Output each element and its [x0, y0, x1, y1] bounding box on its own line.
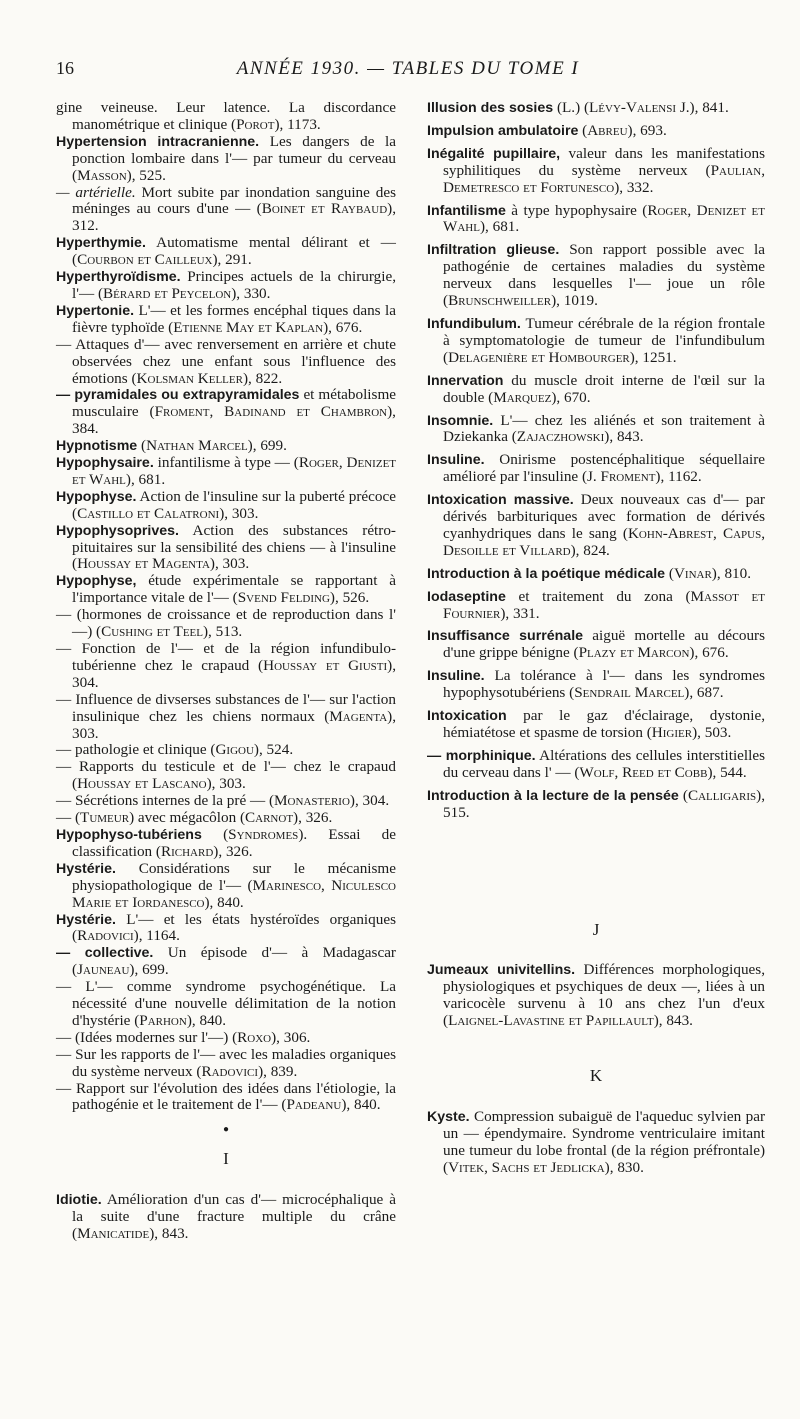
entry-author: Richard — [160, 842, 214, 860]
entry-author: Nathan Marcel — [146, 437, 248, 455]
entry-text: — Rapports du testicule et de l'— chez le crapaud ( — [56, 758, 396, 793]
entry-text: — L'— comme syndrome psychogénétique. La nécessité d'une nouvelle délimitation de la notion d'hystérie ( — [56, 978, 396, 1029]
right-column — [427, 100, 765, 1177]
entry-reference: ), 332. — [614, 178, 654, 196]
entry-italic-heading: — artérielle. — [56, 183, 136, 201]
index-entry — [56, 759, 396, 793]
entry-text: ( — [678, 786, 688, 804]
entry-text: infantilisme à type — ( — [153, 454, 299, 472]
index-entry — [56, 185, 396, 236]
index-entry — [56, 455, 396, 489]
entry-author: Houssay et Giusti — [263, 656, 388, 674]
entry-text: par le gaz d'éclairage, dystonie, hémiatétose et spasme de torsion ( — [443, 707, 765, 741]
entry-author: Laignel-Lavastine et Papillault — [448, 1012, 654, 1030]
entry-reference: ) avec mégacôlon ( — [129, 809, 246, 827]
entry-author: Etienne May et Kaplan — [173, 318, 324, 336]
index-entry — [56, 387, 396, 438]
entry-text: Mort subite par inondation sanguine des méninges au cours d'une — ( — [72, 183, 396, 218]
entry-author: Gigou — [215, 741, 254, 759]
entry-text: La tolérance à l'— dans les syndromes hypophysotubériens ( — [443, 667, 765, 702]
entry-reference: ), 304. — [349, 792, 390, 810]
entry-reference: ), 525. — [126, 166, 166, 184]
entry-keyword: Insomnie. — [427, 412, 494, 429]
left-column — [56, 100, 396, 1243]
entry-author: Vitek, Sachs et Jedlicka — [448, 1158, 605, 1176]
section-i-entry-list — [56, 1192, 396, 1243]
entry-text: aiguë mortelle au décours d'une grippe bénigne ( — [443, 627, 766, 662]
index-entry — [427, 316, 765, 367]
index-entry — [56, 793, 396, 810]
entry-author: Paulian, Demetresco et Fortunesco — [443, 161, 765, 196]
entry-reference: ), 822. — [242, 369, 283, 387]
entry-author: Manicatide — [77, 1225, 150, 1242]
entry-author: Kohn-Abrest, Capus, Desoille et Villard — [443, 524, 766, 559]
entry-reference: ), 840. — [204, 893, 244, 911]
index-entry — [427, 146, 765, 197]
entry-author: Carnot — [245, 809, 294, 827]
entry-author: Massot et Fournier — [443, 587, 765, 622]
entry-text: ( — [665, 564, 674, 582]
entry-text: — Rapport sur l'évolution des idées dans l'étiologie, la pathogénie et le traitement de l'— ( — [56, 1079, 396, 1114]
entry-reference: ), 670. — [551, 388, 591, 406]
entry-reference: ), 331. — [500, 604, 540, 622]
index-entry — [427, 589, 765, 623]
index-entry — [427, 492, 765, 560]
index-entry — [427, 566, 765, 583]
index-entry — [427, 788, 765, 822]
entry-keyword: Impulsion ambulatoire — [427, 122, 579, 139]
entry-reference: ), 303. — [206, 775, 246, 793]
entry-reference: ), 544. — [707, 763, 747, 781]
entry-reference: ), 676. — [689, 644, 729, 662]
entry-keyword: Hyperthymie. — [56, 235, 146, 252]
ornament-dot: ● — [222, 1124, 230, 1136]
entry-reference: ), 303. — [219, 504, 259, 522]
index-entry — [56, 861, 396, 912]
entry-text: ( — [578, 121, 588, 139]
entry-text: valeur dans les manifestations syphilitiques du système nerveux ( — [443, 144, 765, 179]
entry-author: Zajaczhowski — [516, 428, 605, 446]
entry-keyword: Iodaseptine — [427, 588, 506, 605]
entry-text: Amélioration d'un cas d'— microcéphalique à la suite d'une fracture multiple du crâne ( — [72, 1191, 396, 1242]
entry-reference: ), 810. — [711, 564, 752, 582]
index-entry — [427, 452, 765, 486]
entry-keyword: Introduction à la poétique médicale — [427, 565, 666, 582]
entry-author: Marinesco, Niculesco Marie et Iordanesco — [72, 876, 397, 911]
entry-keyword: Infundibulum. — [427, 315, 521, 332]
entry-author: Higier — [651, 724, 693, 741]
entry-reference: ), 384. — [72, 403, 396, 438]
entry-text: Action des substances rétro-pituitaires sur la sensibilité des chiens — à l'insuline ( — [72, 521, 396, 573]
index-entry — [427, 962, 765, 1030]
page-header — [56, 58, 760, 86]
entry-keyword: Kyste. — [427, 1108, 470, 1125]
entry-author: Kolsman Keller — [136, 369, 243, 387]
index-entry — [56, 303, 396, 337]
index-entry — [56, 945, 396, 979]
entry-reference: ), 513. — [203, 623, 243, 641]
entry-author: Delagenière et Hombourger — [448, 348, 630, 366]
entry-author: Roxo — [237, 1028, 272, 1046]
entry-keyword: Infiltration glieuse. — [427, 242, 560, 259]
index-entry — [427, 203, 765, 237]
entry-reference: ), 693. — [627, 121, 667, 139]
index-entry — [56, 1030, 396, 1047]
entry-author: Svend Felding — [237, 589, 330, 607]
entry-reference: ), 699. — [129, 961, 169, 979]
entry-text: Son rapport possible avec la pathogénie de certaines maladies du système nerveux dans lesquelles l'— joue un rôle ( — [443, 241, 765, 310]
entry-text: Deux nouveaux cas d'— par dérivés barbituriques avec formation de dérivés cyanhydriques dans le sang ( — [443, 491, 765, 542]
entry-keyword: Illusion des sosies — [427, 100, 554, 116]
index-entry — [56, 641, 396, 692]
entry-author: Radovici — [77, 927, 134, 945]
index-entry — [56, 827, 396, 861]
index-entry — [56, 523, 396, 574]
index-entry — [427, 100, 765, 117]
entry-reference: ), 524. — [253, 741, 294, 759]
entry-reference: ), 1164. — [133, 927, 180, 945]
entry-keyword: Inégalité pupillaire, — [427, 145, 561, 162]
entry-author: Magenta — [329, 707, 388, 725]
entry-text: Tumeur cérébrale de la région frontale à symptomatologie de tumeur de l'infundibulum ( — [443, 314, 765, 366]
index-entry — [56, 1047, 396, 1081]
entry-author: Courbon et Cailleux — [77, 251, 213, 269]
entry-author: Houssay et Magenta — [77, 555, 210, 573]
index-entry — [56, 607, 396, 641]
page-number: 16 — [56, 58, 74, 78]
entry-keyword: Hypophyso-tubériens — [56, 826, 202, 843]
entry-keyword: Idiotie. — [56, 1192, 102, 1209]
entry-text: et traitement du zona ( — [505, 587, 691, 605]
index-entry — [56, 438, 396, 455]
entry-reference: ), 291. — [212, 251, 252, 269]
section-k-entry-list — [427, 1109, 765, 1177]
index-entry — [427, 748, 765, 782]
entry-text: gine veineuse. Leur latence. La discordance manométrique et clinique ( — [56, 99, 396, 133]
entry-author: Vinar — [673, 564, 712, 582]
entry-author: Froment, Badinand et Chambron — [154, 403, 388, 421]
index-entry — [56, 979, 396, 1030]
entry-keyword: Hypophysoprives. — [56, 522, 179, 539]
entry-author: Brunschweiller — [448, 292, 552, 310]
entry-reference: ), 676. — [323, 318, 363, 336]
index-entry — [56, 269, 396, 303]
entry-reference: ), 687. — [684, 684, 724, 702]
entry-text: et métabolisme musculaire ( — [72, 386, 396, 421]
entry-author: Syndromes — [228, 825, 299, 843]
index-entry — [56, 337, 396, 388]
entry-keyword: Hyperthyroïdisme. — [56, 269, 181, 286]
entry-author: Padeanu — [286, 1096, 342, 1114]
entry-reference: ), 839. — [258, 1062, 298, 1080]
entry-reference: ), 843. — [149, 1225, 189, 1242]
entry-keyword: Hypophyse, — [56, 573, 137, 590]
index-entry — [427, 628, 765, 662]
section-j-entry-list — [427, 962, 765, 1030]
left-entry-list — [56, 100, 396, 1114]
entry-keyword: — morphinique. — [427, 747, 536, 764]
index-entry — [427, 242, 765, 310]
entry-text: Automatisme mental délirant et — ( — [72, 234, 396, 269]
entry-reference: ), 840. — [341, 1096, 381, 1114]
entry-author: Sendrail Marcel — [574, 684, 685, 702]
entry-text: — pathologie et clinique ( — [56, 741, 216, 759]
entry-reference: ), 304. — [72, 656, 397, 691]
entry-reference: ), 699. — [247, 437, 287, 455]
entry-text: — Sécrétions internes de la pré — ( — [56, 792, 275, 810]
entry-text: L'— et les états hystéroïdes organiques ( — [72, 910, 396, 945]
entry-text: ( — [137, 437, 147, 455]
entry-author: Masson — [77, 166, 127, 184]
entry-keyword: Insuline. — [427, 452, 485, 469]
index-entry — [427, 413, 765, 447]
entry-author: Wolf, Reed et Cobb — [579, 763, 708, 781]
entry-keyword: Intoxication — [427, 708, 507, 725]
index-entry — [427, 708, 765, 742]
entry-keyword: Insuline. — [427, 668, 485, 685]
entry-keyword: Hystérie. — [56, 911, 116, 928]
section-letter-j: J — [592, 919, 600, 939]
entry-text: Les dangers de la ponction lombaire dans l'— par tumeur du cerveau ( — [72, 132, 396, 184]
entry-reference: ), 840. — [186, 1011, 227, 1029]
index-entry — [56, 692, 396, 743]
entry-reference: ), 306. — [271, 1028, 311, 1046]
entry-author: Houssay et Lascano — [77, 775, 207, 793]
index-entry — [56, 235, 396, 269]
entry-author: Marquez — [493, 388, 552, 406]
entry-text: Considérations sur le mécanisme physiopathologique de l'— ( — [72, 859, 396, 894]
entry-author: Monasterio — [274, 792, 350, 810]
index-entry — [56, 1081, 396, 1115]
entry-keyword: Hypophysaire. — [56, 455, 154, 472]
entry-reference: ), 843. — [653, 1012, 693, 1030]
entry-author: Roger, Denizet et Wahl — [443, 201, 765, 236]
index-entry — [56, 134, 396, 185]
entry-reference: ), 1251. — [629, 348, 677, 366]
entry-reference: ), 330. — [231, 284, 271, 302]
entry-text: — (hormones de croissance et de reproduction dans l' —) ( — [56, 606, 396, 641]
entry-text: étude expérimentale se rapportant à l'importance vitale de l'— ( — [72, 572, 396, 607]
entry-text: du muscle droit interne de l'œil sur la double ( — [443, 371, 765, 406]
entry-text: à type hypophysaire ( — [505, 201, 648, 219]
entry-keyword: Infantilisme — [427, 202, 506, 219]
entry-author: Bérard et Peycelon — [103, 284, 232, 302]
entry-text: Altérations des cellules interstitielles du cerveau dans l' — ( — [443, 746, 765, 781]
index-entry — [427, 1109, 765, 1177]
entry-author: Cushing et Teel — [101, 623, 203, 641]
entry-text: L'— et les formes encéphal tiques dans la fièvre typhoïde ( — [72, 301, 396, 336]
entry-keyword: — collective. — [56, 945, 154, 962]
index-entry — [427, 373, 765, 407]
entry-keyword: Intoxication massive. — [427, 492, 574, 509]
entry-reference: ), 326. — [293, 809, 333, 827]
entry-keyword: Hypertonie. — [56, 302, 135, 319]
entry-author: Parhon — [139, 1011, 187, 1029]
index-entry — [56, 573, 396, 607]
index-entry — [427, 668, 765, 702]
entry-keyword: Innervation — [427, 372, 504, 389]
entry-author: Lévy-Valensi J. — [589, 99, 690, 116]
section-letter-i: I — [223, 1149, 229, 1169]
entry-reference: ), 681. — [479, 218, 520, 236]
entry-author: Castillo et Calatroni — [77, 504, 220, 522]
entry-keyword: Hystérie. — [56, 860, 116, 877]
entry-text: L'— chez les aliénés et son traitement à Dziekanka ( — [443, 411, 765, 446]
entry-reference: ), 830. — [604, 1158, 644, 1176]
entry-text: — Attaques d'— avec renversement en arrière et chute observées chez une enfant sous l'influence des émotions ( — [56, 335, 396, 387]
entry-text: Action de l'insuline sur la puberté précoce ( — [72, 487, 396, 522]
entry-text: — ( — [56, 809, 81, 827]
entry-keyword: Hypertension intracranienne. — [56, 133, 260, 150]
entry-author: Jauneau — [77, 961, 130, 979]
index-entry — [56, 742, 396, 759]
running-title: ANNÉE 1930. — TABLES DU TOME I — [236, 58, 580, 79]
entry-text: Principes actuels de la chirurgie, l'— ( — [72, 268, 396, 302]
entry-reference: ), 312. — [72, 200, 396, 235]
entry-author: Plazy et Marcon — [578, 644, 690, 662]
entry-text: — (Idées modernes sur l'—) ( — [56, 1028, 238, 1046]
entry-keyword: Jumeaux univitellins. — [427, 962, 576, 979]
entry-text: — Sur les rapports de l'— avec les maladies organiques du système nerveux ( — [56, 1045, 396, 1080]
entry-reference: ), 824. — [570, 541, 610, 559]
entry-reference: ), 515. — [443, 786, 765, 821]
entry-text: ( — [201, 825, 229, 843]
entry-text: Onirisme postencéphalitique séquellaire amélioré par l'insuline ( — [443, 451, 765, 486]
entry-keyword: — pyramidales ou extrapyramidales — [56, 387, 300, 404]
entry-reference: ), 503. — [692, 724, 732, 741]
entry-reference: ). Essai de classification ( — [72, 825, 396, 860]
entry-author: Radovici — [201, 1062, 259, 1080]
entry-reference: ), 1162. — [655, 468, 702, 486]
entry-text: Un épisode d'— à Madagascar ( — [72, 944, 396, 979]
entry-keyword: Hypophyse. — [56, 488, 137, 505]
index-entry — [56, 912, 396, 946]
entry-author: J. Froment — [587, 468, 656, 486]
entry-author: Abreu — [587, 121, 628, 139]
entry-reference: ), 1173. — [274, 115, 321, 133]
entry-keyword: Insuffisance surrénale — [427, 628, 584, 645]
section-letter-k: K — [589, 1066, 603, 1086]
index-entry — [56, 810, 396, 827]
index-entry — [427, 123, 765, 140]
entry-reference: ), 303. — [209, 555, 250, 573]
entry-author: Boinet et Raybaud — [261, 200, 388, 218]
entry-author: Tumeur — [80, 809, 130, 827]
entry-author: Roger, Denizet et Wahl — [72, 454, 397, 488]
entry-text: Compression subaiguë de l'aqueduc sylvien par un — épendymaire. Syndrome ventriculaire imitant une tumeur du lobe frontal (de la région préfrontale) ( — [443, 1107, 765, 1176]
entry-author: Porot — [236, 115, 275, 133]
index-entry — [56, 1192, 396, 1243]
index-entry — [56, 100, 396, 134]
entry-reference: ), 841. — [689, 99, 729, 116]
entry-reference: ), 1019. — [551, 292, 598, 310]
entry-text: Différences morphologiques, physiologiques et psychiques de deux —, liées à un varicocèle survenu à 10 ans chez l'un d'eux ( — [443, 961, 766, 1030]
entry-reference: ), 326. — [213, 842, 253, 860]
right-entry-list — [427, 100, 765, 822]
entry-author: Calligaris — [687, 786, 757, 804]
entry-reference: ), 303. — [72, 707, 396, 742]
entry-keyword: Hypnotisme — [56, 438, 138, 455]
entry-text: — Influence de divserses substances de l'— sur l'action insulinique chez les chiens normaux ( — [56, 690, 396, 725]
entry-reference: ), 843. — [604, 428, 644, 446]
entry-text: (L.) ( — [553, 99, 590, 116]
entry-keyword: Introduction à la lecture de la pensée — [427, 787, 679, 804]
index-entry — [56, 489, 396, 523]
entry-text: — Fonction de l'— et de la région infundibulo-tubérienne chez le crapaud ( — [56, 640, 396, 674]
entry-reference: ), 526. — [329, 589, 370, 607]
entry-reference: ), 681. — [125, 470, 166, 488]
